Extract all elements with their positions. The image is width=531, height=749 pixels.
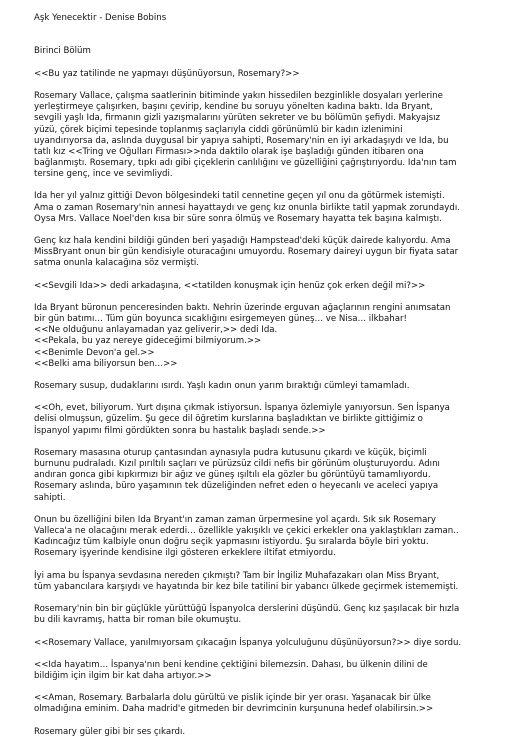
paragraph: İyi ama bu İspanya sevdasına nereden çıkmıştı? Tam bir İngiliz Muhafazakarı olan Miss Bryant, tüm yabancılara karşıydı ve hayatında bir kez bile tatilini bir yabancı ülkede geçirmek istememişti.	[34, 570, 459, 592]
paragraph: <<Ida hayatım… İspanya'nın beni kendine çektiğini bilemezsin. Dahası, bu ülkenin dilini de bildiğim için ilgim bir kat daha artıyor.>>	[34, 659, 428, 681]
paragraph: <<Aman, Rosemary. Barbalarla dolu gürültü ve pislik içinde bir yer orası. Yaşanacak bir ülke olmadığına eminim. Daha madrid'e gitmeden bir devrimcinin kurşununa hedef olabilirsin.>>	[34, 693, 434, 715]
paragraph: Genç kız hala kendini bildiği günden beri yaşadığı Hampstead'deki küçük dairede kalıyordu. Ama MissBryant onun bir gün kendisiyle oturacağını umuyordu. Rosemary daireyi uygun bir fiyata satar satma onunla kalacağına söz vermişti.	[34, 236, 459, 269]
paragraph: Ida her yıl yalnız gittiği Devon bölgesindeki tatil cennetine geçen yıl onu da götürmek istemişti. Ama o zaman Rosemary'nin annesi hayattaydı ve genç kız onunla birlikte tatil yapmak zorundaydı. Oysa Mrs. Vallace Noel'den kısa bir süre sonra ölmüş ve Rosemary hayatta tek başına kalmıştı.	[34, 191, 460, 224]
paragraph: <<Oh, evet, biliyorum. Yurt dışına çıkmak istiyorsun. İspanya özlemiyle yanıyorsun. Sen İspanya delisi olmuşsun, güzelim. Şu gece dil öğretim kurslarına başladıktan ve birlikte gittiğimiz o İspanyol yapımı filmi gördükten sonra bu hastalık başladı sende.>>	[34, 403, 450, 436]
paragraph: Rosemary Vallace, çalışma saatlerinin bitiminde yakın hissedilen bezginlikle dosyaları yerlerine yerleştirmeye çalışırken, başını çevirip, kendine bu soruyu yönelten kadına baktı. Ida Bryant, sevgili yaşlı Ida, firmanın gizli yazışmalarını yürüten sekreter ve bu bölümün şefiydi. Makyajsız yüzü, çörek biçimi tepesinde toplanmış saçlarıyla ciddi görünümlü bir kadın izlenimini uyandırıyorsa da, aslında duygusal bir yapıya sahipti, Rosemary'nin en iyi arkadaşıydı ve Ida, bu tatlı kız <<Tring ve Oğulları Firması>>nda daktilo olarak işe başladığı günden itibaren ona bağlanmıştı. Rosemary, tıpkı adı gibi çiçeklerin canlılığını ve güzelliğini çağrıştırıyordu. Ida'nın tam tersine genç, ince ve sevimliydi.	[34, 91, 457, 180]
paragraph: Rosemary masasına oturup çantasından aynasıyla pudra kutusunu çıkardı ve küçük, biçimli burnunu pudraladı. Kızıl pırıltılı saçları ve pürüzsüz cildi nefis bir görünüm oluşturuyordu. Adını andıran gonca gibi kıpkırmızı bir ağız ve güneş ışıltılı ela gözler bu görüntüyü tamamlıyordu. Rosemary aslında, büro yaşamının tek düzeliğinden nefret eden o heyecanlı ve aceleci yapıya sahipti.	[34, 447, 440, 503]
chapter-heading: Birinci Bölüm	[34, 46, 91, 57]
paragraph: Onun bu özelliğini bilen Ida Bryant'ın zaman zaman ürpermesine yol açardı. Sık sık Rosemary Valleca'a ne olacağını merak ederdi… özellikle yakışıklı ve çekici erkekler ona yaklaştıkları zaman.. Kadıncağız tüm kalbiyle onun doğru seçik yapmasını istiyordu. Şu sıralarda böyle biri yoktu. Rosemary işyerinde kendisine ilgi gösteren erkeklere iltifat etmiyordu.	[34, 514, 459, 559]
document-body	[34, 69, 512, 738]
paragraph: Rosemary susup, dudaklarını ısırdı. Yaşlı kadın onun yarım bıraktığı cümleyi tamamladı.	[34, 381, 410, 392]
paragraph: Rosemary güler gibi bir ses çıkardı.	[34, 726, 186, 737]
paragraph: <<Bu yaz tatilinde ne yapmayı düşünüyorsun, Rosemary?>>	[34, 68, 300, 79]
paragraph: <<Sevgili Ida>> dedi arkadaşına, <<tatilden konuşmak için henüz çok erken değil mi?>>	[34, 280, 426, 291]
paragraph: Ida Bryant büronun penceresinden baktı. Nehrin üzerinde erguvan ağaçlarının rengini anımsatan bir gün batımı… Tüm gün boyunca sıcaklığını esirgemeyen güneş… ve Nisa… ilkbahar! <<Ne olduğunu anlayamadan yaz geliverir,>> dedi Ida. <<Pekala, bu yaz nereye gideceğimi bilmiyorum.>> <<Benimle Devon'a gel.>> <<Belki ama biliyorsun ben…>>	[34, 302, 451, 369]
paragraph: <<Rosemary Vallace, yanılmıyorsam çıkacağın İspanya yolculuğunu düşünüyorsun?>> diye sordu.	[34, 637, 462, 648]
paragraph: Rosemary'nin bin bir güçlükle yürüttüğü İspanyolca derslerini düşündü. Genç kız şaşılacak bir hızla bu dili kavramış, hatta bir roman bile okumuştu.	[34, 604, 460, 626]
document-page	[34, 13, 512, 749]
document-title: Aşk Yenecektir - Denise Bobins	[34, 13, 167, 23]
